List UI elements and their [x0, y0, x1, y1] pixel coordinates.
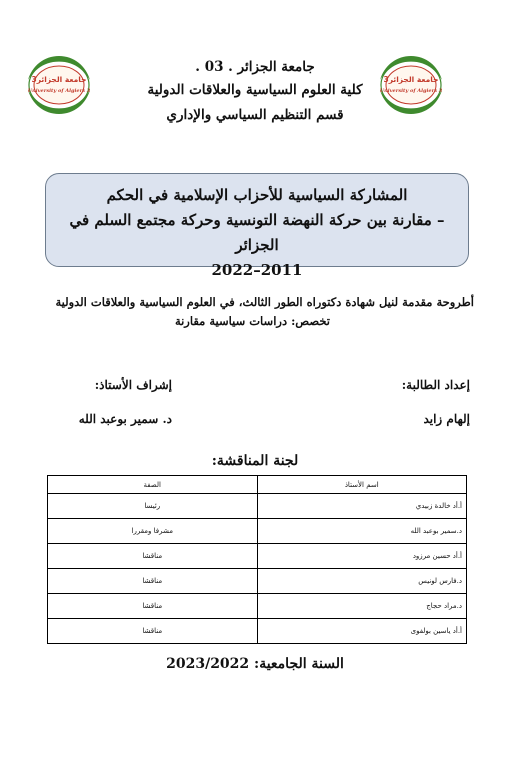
- logo-left-arabic: جامعة الجزائر3: [31, 75, 87, 84]
- table-row: [48, 519, 467, 544]
- thesis-title-years: 2022–2011: [211, 261, 303, 279]
- logo-right-english: University of Algiers 3: [379, 88, 443, 94]
- member-role: مشرفا ومقررا: [48, 519, 258, 544]
- supervisor-label: إشراف الأستاذ:: [94, 378, 172, 392]
- logo-right-arabic: جامعة الجزائر3: [383, 75, 439, 84]
- member-name: د.مراد حجاج: [257, 594, 467, 619]
- faculty-name: كلية العلوم السياسية والعلاقات الدولية: [147, 82, 363, 98]
- table-row: [48, 619, 467, 644]
- table-row: [48, 594, 467, 619]
- member-name: د.سمير بوعبد الله: [257, 519, 467, 544]
- institution-header: [110, 56, 400, 128]
- member-role: مناقشا: [48, 544, 258, 569]
- department-name: قسم التنظيم السياسي والإداري: [166, 107, 344, 123]
- header-role: الصفة: [48, 476, 258, 494]
- university-name: جامعة الجزائر . 03 .: [195, 59, 315, 75]
- member-role: مناقشا: [48, 594, 258, 619]
- prepared-by-label: إعداد الطالبة:: [401, 378, 470, 392]
- member-role: رئيسا: [48, 494, 258, 519]
- table-row: [48, 569, 467, 594]
- member-name: د.فارس لونيس: [257, 569, 467, 594]
- member-role: مناقشا: [48, 569, 258, 594]
- member-name: أ.أد خالدة زبيدي: [257, 494, 467, 519]
- thesis-description: أطروحة مقدمة لنيل شهادة دكتوراه الطور الثالث، في العلوم السياسية والعلاقات الدولية: [55, 295, 474, 309]
- thesis-title-line-1: المشاركة السياسية للأحزاب الإسلامية في الحكم: [106, 186, 408, 204]
- header-professor-name: اسم الأستاذ: [257, 476, 467, 494]
- university-logo-left: [22, 52, 96, 118]
- member-name: أ.أد ياسين بولفوى: [257, 619, 467, 644]
- logo-left-english: University of Algiers 3: [27, 88, 91, 94]
- student-name: إلهام زايد: [423, 412, 470, 426]
- member-name: أ.أد حسين مرزود: [257, 544, 467, 569]
- committee-header-row: [48, 476, 467, 494]
- table-row: [48, 494, 467, 519]
- thesis-title-line-2: – مقارنة بين حركة النهضة التونسية وحركة مجتمع السلم في الجزائر: [69, 211, 445, 254]
- academic-year: السنة الجامعية: 2023/2022: [166, 656, 344, 672]
- committee-title: لجنة المناقشة:: [211, 453, 299, 469]
- thesis-title-box: [45, 173, 469, 279]
- member-role: مناقشا: [48, 619, 258, 644]
- table-row: [48, 544, 467, 569]
- specialization: تخصص: دراسات سياسية مقارنة: [174, 314, 330, 328]
- supervisor-name: د. سمير بوعبد الله: [78, 412, 172, 426]
- committee-table: [47, 475, 467, 644]
